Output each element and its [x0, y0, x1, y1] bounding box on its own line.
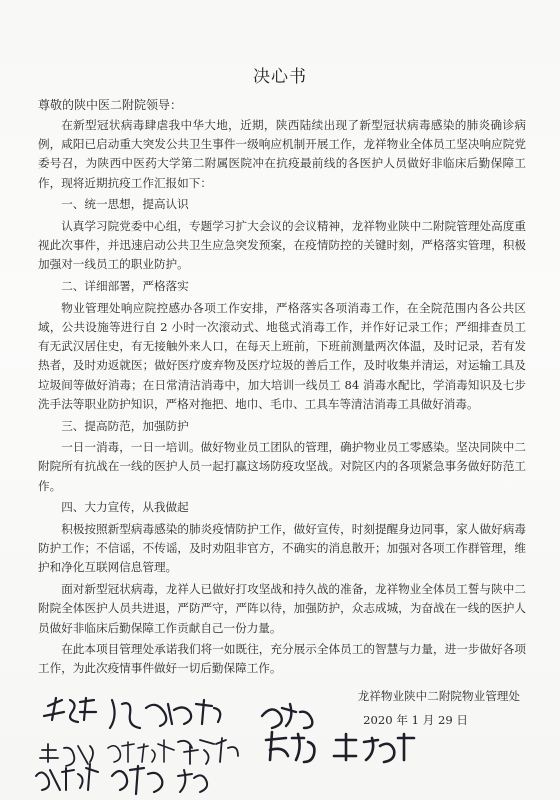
signature-4 — [40, 744, 93, 766]
salutation: 尊敬的陕中医二附院领导： — [38, 98, 183, 112]
paragraph-intro: 在新型冠状病毒肆虐我中华大地，近期，陕西陆续出现了新型冠状病毒感染的肺炎确诊病例，咸阳已启动重大突发公共卫生事件一级响应机制开展工作，龙祥物业全体员工坚决响应院党委号召，为陕西中医药大学第二附属医院冲在抗疫最前线的各医护人员做好非临床后勤保障工作，现将近期抗疫工作汇报如下： — [38, 118, 526, 190]
paragraph-closing: 在此本项目管理处承诺我们将一如既往，充分展示全体员工的智慧与力量，进一步做好各项工作，为此次疫情事件做好一切后勤保障工作。 — [38, 642, 526, 676]
signature-1 — [44, 698, 96, 722]
paragraph-commitment: 面对新型冠状病毒，龙祥人已做好打攻坚战和持久战的准备，龙祥物业全体员工誓与陕中二附院全体医护人员共进退，严防严守，严阵以待，加强防护，众志成城，为奋战在一线的医护人员做好非临床后勤保障工作贡献自己一份力量。 — [38, 582, 526, 635]
document-date: 2020 年 1 月 29 日 — [363, 713, 468, 727]
organization-name: 龙祥物业陕中二附院物业管理处 — [357, 689, 520, 703]
signature-10 — [112, 766, 162, 794]
signature-9 — [36, 764, 98, 790]
signature-8 — [334, 734, 414, 762]
signature-7 — [266, 732, 314, 762]
paragraph-section-1: 认真学习院党委中心组，专题学习扩大会议的会议精神，龙祥物业陕中二附院管理处高度重视此次事件，并迅速启动公共卫生应急突发预案，在疫情防控的关键时刻，严格落实管理，积极加强对一线员工的职业防护。 — [38, 219, 526, 272]
section-heading-1: 一、统一思想，提高认识 — [61, 197, 189, 212]
document-body — [38, 116, 526, 681]
section-heading-4: 四、大力宣传，从我做起 — [61, 500, 189, 515]
paragraph-section-3: 一日一消毒，一日一培训。做好物业员工团队的管理，确护物业员工零感染。坚决同陕中二附院所有抗战在一线的医护人员一起打赢这场防疫攻坚战。对院区内的各项紧急事务做好防范工作。 — [38, 440, 526, 493]
paragraph-section-2: 物业管理处响应院控感办各项工作安排，严格落实各项消毒工作，在全院范围内各公共区域，公共设施等进行自 2 小时一次滚动式、地毯式消毒工作，并作好记录工作；严细排查员工有无武汉居住史，有无接触外来人口，在每天上班前，下班前测量两次体温，及时记录，若有发热者，及时劝返就医；做好医疗废弃物及医疗垃圾的善后工作，及时收集并清运，对运输工具及垃圾间等做好消毒；在日常清洁消毒中，加大培训一线员工 84 消毒水配比，学消毒知识及七步洗手法等职业防护知识，严格对拖把、地巾、毛巾、工具车等清洁消毒工具做好消毒。 — [38, 300, 526, 411]
signature-6 — [178, 738, 238, 764]
signature-5 — [108, 740, 174, 762]
section-heading-2: 二、详细部署，严格落实 — [61, 279, 189, 294]
signature-3 — [262, 704, 312, 728]
document-title: 决心书 — [253, 67, 307, 87]
signature-2 — [110, 700, 220, 728]
signature-11 — [178, 770, 207, 792]
section-heading-3: 三、提高防范，加强防护 — [61, 418, 189, 433]
paragraph-section-4: 积极按照新型病毒感染的肺炎疫情防护工作，做好宣传，时刻提醒身边同事，家人做好病毒防护工作；不信谣，不传谣，及时劝阻非官方，不确实的消息散开；加强对各项工作群管理，维护和净化互联网信息管理。 — [38, 522, 526, 575]
